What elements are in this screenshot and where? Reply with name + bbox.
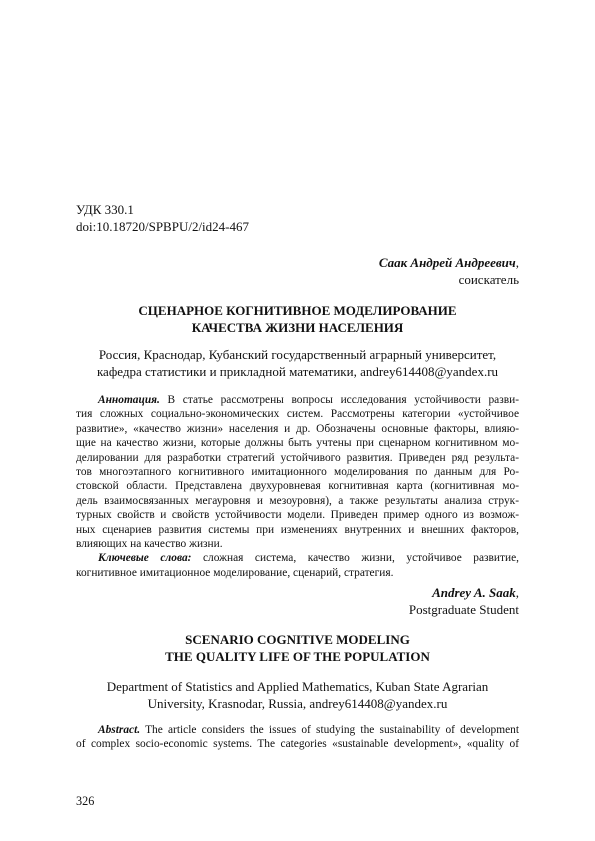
en-affiliation (76, 678, 519, 712)
ru-affiliation-line: кафедра статистики и прикладной математики, andrey614408@yandex.ru (96, 364, 499, 379)
en-author-role: Postgraduate Student (408, 602, 519, 617)
en-abstract-line: The article considers the issues of studying the sustainability of development (140, 724, 519, 736)
en-author-comma: , (515, 585, 519, 600)
ru-abstract-line: тов многоэтапного когнитивного имитационного моделирования по данным для Ро- (76, 466, 519, 479)
en-title-line: THE QUALITY LIFE OF THE POPULATION (165, 649, 430, 664)
en-author-name: Andrey A. Saak (432, 585, 516, 600)
en-abstract-label: Abstract. (98, 724, 141, 736)
ru-abstract-line: влияющих на качество жизни. (76, 538, 223, 551)
ru-author-name: Саак Андрей Андреевич (378, 255, 516, 270)
ru-abstract-line: развитие», «качество жизни» населения и др. Обозначены основные факторы, влияю- (76, 422, 519, 435)
ru-abstract-line: стовской области. Представлена двухуровневая когнитивная карта (когнитивная мо- (76, 480, 519, 493)
ru-abstract-line: щие на качество жизни, которые должны быть учтены при сценарном когнитивном мо- (76, 437, 519, 450)
ru-title-line: КАЧЕСТВА ЖИЗНИ НАСЕЛЕНИЯ (191, 320, 404, 335)
ru-keywords-line: когнитивное имитационное моделирование, сценарий, стратегия. (76, 566, 394, 579)
ru-title (76, 302, 519, 336)
en-title-line: SCENARIO COGNITIVE MODELING (185, 632, 410, 647)
ru-abstract (76, 393, 519, 580)
ru-author-role: соискатель (458, 272, 519, 287)
udk-code: УДК 330.1 (76, 202, 134, 217)
ru-abstract-line: ных сценариев развития системы при изменениях внутренних и внешних факторов, (76, 523, 519, 536)
ru-abstract-label: Аннотация. (98, 394, 160, 406)
page-number: 326 (76, 794, 95, 808)
en-abstract-line: of complex socio-economic systems. The categories «sustainable development», «quality of (76, 738, 519, 751)
ru-affiliation-line: Россия, Краснодар, Кубанский государственный аграрный университет, (98, 347, 497, 362)
paper-page (76, 0, 519, 841)
ru-author-comma: , (515, 255, 519, 270)
ru-abstract-line: дель взаимосвязанных мегауровня и мезоуровня), а также результаты анализа струк- (76, 494, 519, 507)
ru-affiliation (76, 346, 519, 380)
en-title (76, 631, 519, 665)
en-abstract (76, 723, 519, 752)
en-affiliation-line: Department of Statistics and Applied Mathematics, Kuban State Agrarian (106, 679, 489, 694)
doi: doi:10.18720/SPBPU/2/id24-467 (76, 219, 249, 234)
ru-abstract-line: тия сложных социально-экономических систем. Рассмотрены категории «устойчивое (76, 408, 519, 421)
ru-keywords-line: сложная система, качество жизни, устойчивое развитие, (191, 552, 519, 565)
en-affiliation-line: University, Krasnodar, Russia, andrey614408@yandex.ru (147, 696, 448, 711)
ru-keywords-label: Ключевые слова: (98, 552, 192, 565)
udk-doi-block (76, 201, 519, 235)
en-author-block (76, 584, 519, 618)
ru-author-block (76, 254, 519, 288)
ru-abstract-line: турных свойств и свойств устойчивости модели. Приведен пример одного из возмож- (76, 509, 519, 522)
ru-abstract-line: делировании для разработки стратегий устойчивого развития. Приведен ряд результа- (76, 451, 519, 464)
ru-title-line: СЦЕНАРНОЕ КОГНИТИВНОЕ МОДЕЛИРОВАНИЕ (138, 303, 457, 318)
ru-abstract-line: В статье рассмотрены вопросы исследования устойчивости разви- (159, 394, 519, 406)
